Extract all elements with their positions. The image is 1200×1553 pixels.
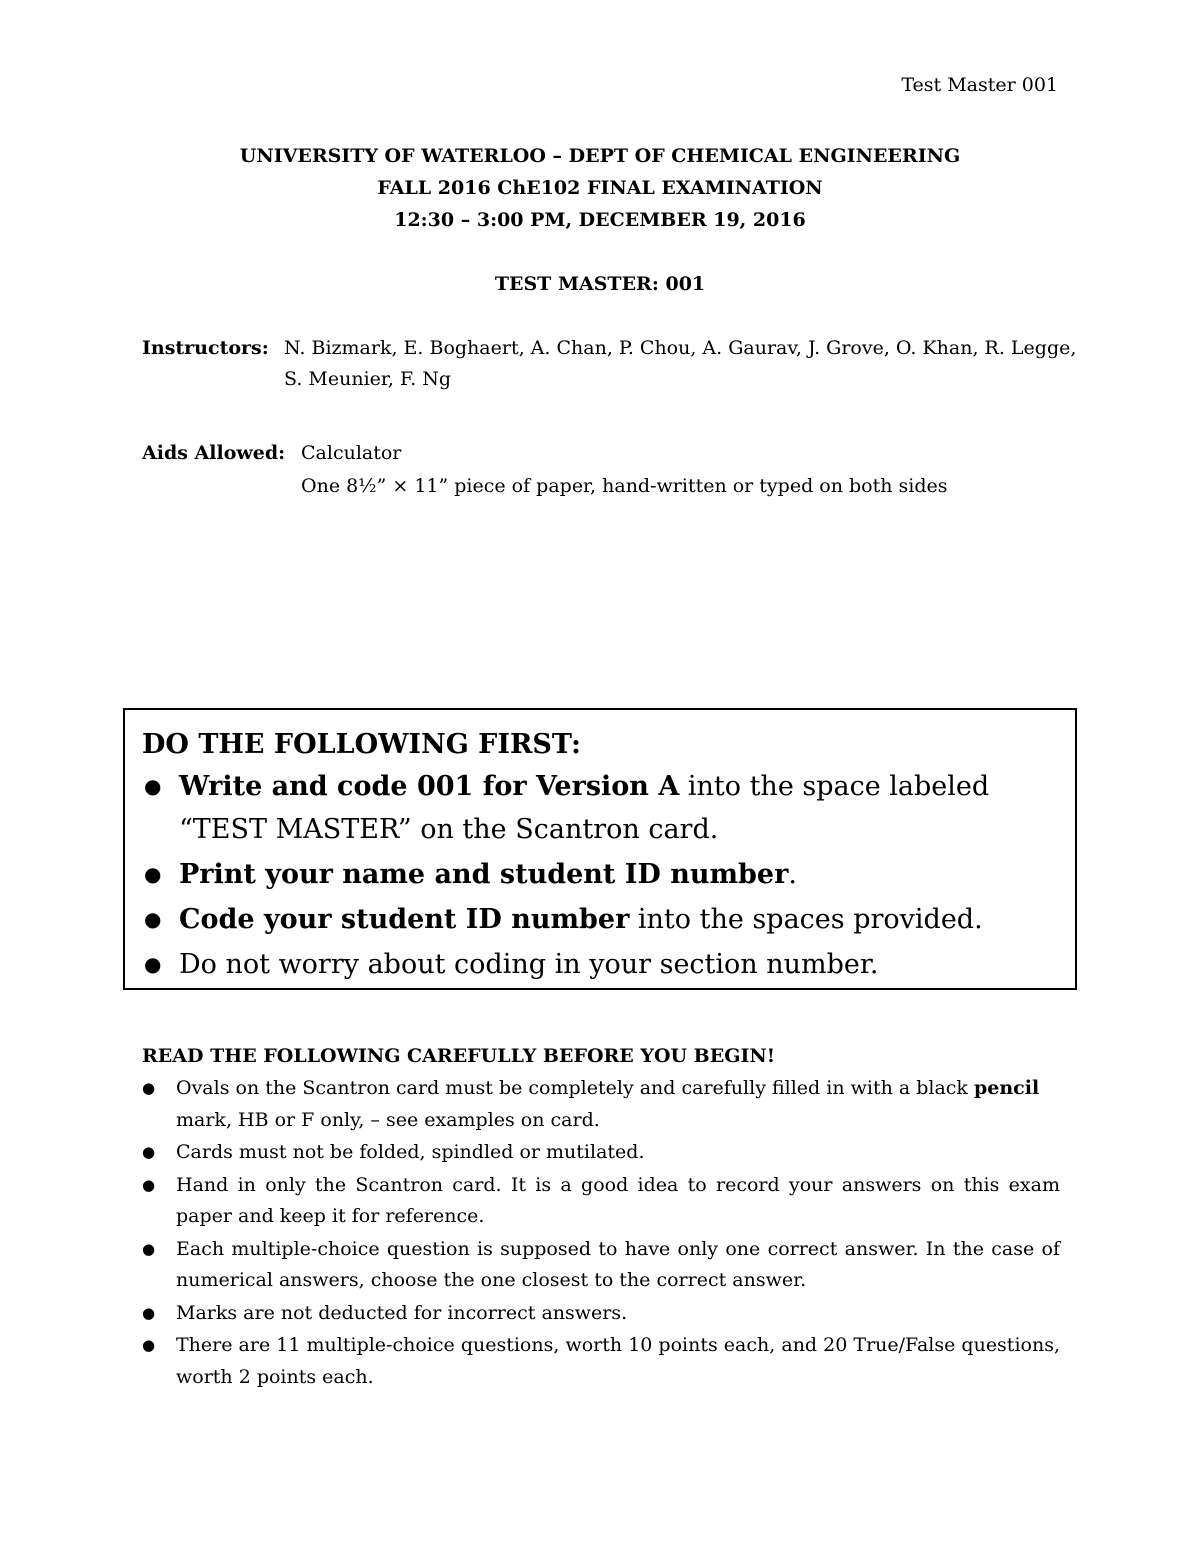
do-first-item-text: into the space labeled “TEST MASTER” on the Scantron card. (179, 771, 990, 845)
instruction-item (142, 1073, 1060, 1136)
aids-label: Aids Allowed: (142, 442, 286, 464)
exam-title-block (0, 140, 1200, 236)
do-first-item (142, 898, 1057, 941)
do-first-item-text: into the spaces provided. (629, 904, 983, 935)
test-master-line: TEST MASTER: 001 (494, 273, 706, 295)
bullet-icon: ● (142, 1336, 156, 1354)
instructors-names-line2: S. Meunier, F. Ng (284, 368, 452, 390)
exam-name-line: FALL 2016 ChE102 FINAL EXAMINATION (377, 177, 823, 199)
instruction-item (142, 1330, 1060, 1393)
do-first-item-text: . (788, 859, 797, 890)
test-master-header: Test Master 001 (901, 74, 1058, 96)
instruction-text: There are 11 multiple-choice questions, worth 10 points each, and 20 True/False questions, worth 2 points each. (176, 1334, 1060, 1388)
instruction-text: Hand in only the Scantron card. It is a good idea to record your answers on this exam paper and keep it for reference. (176, 1173, 1060, 1227)
instructions-section (142, 1040, 1060, 1394)
aids-allowed-block (142, 437, 947, 503)
exam-time-line: 12:30 – 3:00 PM, DECEMBER 19, 2016 (394, 209, 806, 231)
bullet-icon: ● (144, 907, 162, 931)
instruction-item (142, 1137, 1060, 1169)
do-first-item-bold: Code your student ID number (179, 904, 630, 935)
do-first-item-bold: Write and code 001 for Version A (179, 771, 680, 802)
bullet-icon: ● (142, 1143, 156, 1161)
instruction-text: Each multiple-choice question is supposed to have only one correct answer. In the case of numerical answers, choose the one closest to the correct answer. (176, 1237, 1060, 1291)
instruction-item (142, 1170, 1060, 1233)
do-first-item-bold: Print your name and student ID number (179, 859, 789, 890)
do-first-title: DO THE FOLLOWING FIRST: (142, 729, 582, 760)
bullet-icon: ● (144, 774, 162, 798)
test-master-title (0, 268, 1200, 300)
instruction-item (142, 1234, 1060, 1297)
instructors-names-line1: N. Bizmark, E. Boghaert, A. Chan, P. Chou, A. Gaurav, J. Grove, O. Khan, R. Legge, (284, 337, 1077, 359)
instruction-text: mark, HB or F only, – see examples on card. (176, 1108, 600, 1131)
do-first-list (142, 765, 1057, 986)
instruction-text: Cards must not be folded, spindled or mutilated. (176, 1141, 645, 1163)
instructions-list (142, 1073, 1060, 1393)
aid-calculator: Calculator (301, 442, 402, 464)
instruction-text: Marks are not deducted for incorrect answers. (176, 1301, 628, 1324)
bullet-icon: ● (144, 952, 162, 976)
bullet-icon: ● (142, 1239, 156, 1258)
university-line: UNIVERSITY OF WATERLOO – DEPT OF CHEMICAL ENGINEERING (239, 145, 961, 167)
aid-paper: One 8½” × 11” piece of paper, hand-written or typed on both sides (301, 475, 948, 497)
bullet-icon: ● (142, 1079, 156, 1097)
do-first-item (142, 853, 1057, 896)
bullet-icon: ● (142, 1303, 156, 1322)
instruction-item (142, 1298, 1060, 1330)
bullet-icon: ● (142, 1175, 156, 1194)
instruction-text: Ovals on the Scantron card must be completely and carefully filled in with a black (176, 1077, 974, 1099)
instructions-title: READ THE FOLLOWING CAREFULLY BEFORE YOU BEGIN! (142, 1045, 776, 1067)
do-first-box (123, 708, 1077, 990)
do-first-item-text: Do not worry about coding in your section number. (179, 949, 879, 980)
do-first-item (142, 765, 1057, 851)
do-first-item (142, 943, 1057, 986)
bullet-icon: ● (144, 862, 162, 886)
instructors-label: Instructors: (142, 337, 269, 359)
instructors-block (142, 333, 1076, 395)
instruction-text-bold: pencil (973, 1077, 1040, 1099)
